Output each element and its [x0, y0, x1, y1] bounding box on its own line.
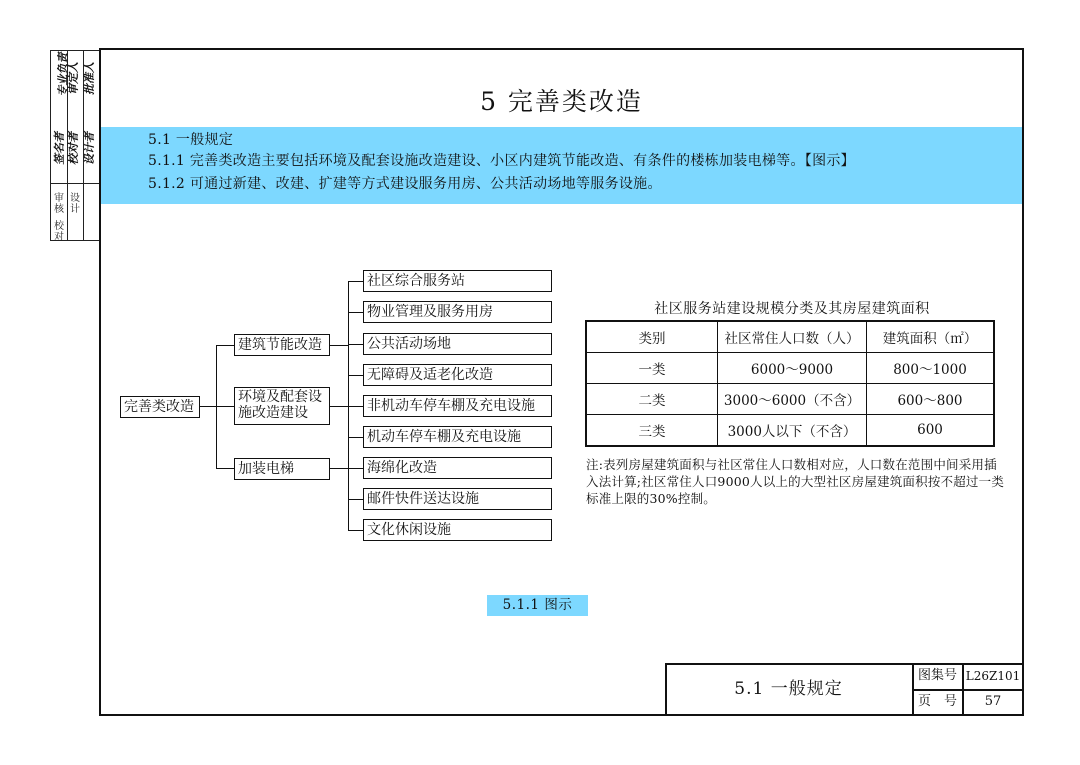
- tree-leaf: 社区综合服务站: [363, 270, 552, 292]
- role-reviewer-label: 审 核: [54, 193, 64, 215]
- table-cell: 二类: [586, 384, 718, 415]
- tree-leaf: 机动车停车棚及充电设施: [363, 426, 552, 448]
- tree-leaf: 邮件快件送达设施: [363, 488, 552, 510]
- rule-5-1-2: 5.1.2 可通过新建、改建、扩建等方式建设服务用房、公共活动场地等服务设施。: [148, 176, 662, 192]
- service-station-table: [585, 320, 995, 447]
- signature-mark: 专业负责: [56, 52, 70, 97]
- tree-root: 完善类改造: [120, 396, 200, 418]
- tree-leaf: 无障碍及适老化改造: [363, 364, 552, 386]
- signature-mark: 审定人: [67, 62, 80, 95]
- table-note: 注:表列房屋建筑面积与社区常住人口数相对应，人口数在范围中间采用插入法计算;社区常住人口9000人以上的大型社区房屋建筑面积按不超过一类标准上限的30%控制。: [586, 457, 1005, 506]
- tree-leaf: 文化休闲设施: [363, 519, 552, 541]
- tree-branch-environment: 环境及配套设 施改造建设: [234, 387, 330, 425]
- table-row: [586, 353, 994, 384]
- column-header: 类别: [586, 321, 718, 353]
- table-cell: 三类: [586, 415, 718, 447]
- column-header: 社区常住人口数（人）: [718, 321, 867, 353]
- rules-heading: 5.1 一般规定: [148, 132, 234, 148]
- signature-strip: [50, 50, 100, 241]
- rules-band: [101, 127, 1022, 204]
- table-cell: 一类: [586, 353, 718, 384]
- table-row: [586, 384, 994, 415]
- figure-caption: 5.1.1 图示: [487, 595, 588, 616]
- table-cell: 600～800: [867, 384, 995, 415]
- page-number-label: 页 号: [917, 694, 957, 709]
- table-row: [586, 415, 994, 447]
- table-cell: 6000～9000: [718, 353, 867, 384]
- signature-mark: 签名者: [53, 132, 66, 165]
- table-cell: 3000人以下（不含）: [718, 415, 867, 447]
- table-cell: 800～1000: [867, 353, 995, 384]
- tree-branch-elevator: 加装电梯: [234, 458, 330, 480]
- tree-leaf: 非机动车停车棚及充电设施: [363, 395, 552, 417]
- tree-leaf: 公共活动场地: [363, 333, 552, 355]
- title-block-section: 5.1 一般规定: [734, 679, 843, 699]
- table-cell: 3000～6000（不含）: [718, 384, 867, 415]
- table-title: 社区服务站建设规模分类及其房屋建筑面积: [654, 301, 930, 317]
- tree-branch-energy: 建筑节能改造: [234, 334, 330, 356]
- signature-mark: 校对者: [67, 132, 80, 165]
- tree-leaf: 物业管理及服务用房: [363, 301, 552, 323]
- table-cell: 600: [867, 415, 995, 447]
- column-header: 建筑面积（㎡）: [867, 321, 995, 353]
- rule-5-1-1: 5.1.1 完善类改造主要包括环境及配套设施改造建设、小区内建筑节能改造、有条件的楼栋加装电梯等。【图示】: [148, 153, 855, 169]
- role-designer-label: 设 计: [70, 193, 80, 215]
- atlas-number-label: 图集号: [917, 668, 957, 683]
- tree-leaf: 海绵化改造: [363, 457, 552, 479]
- atlas-number-value: L26Z101: [965, 669, 1021, 683]
- signature-mark: 设计者: [83, 132, 96, 165]
- page-number-value: 57: [984, 694, 1002, 709]
- signature-mark: 批准人: [83, 62, 96, 95]
- page-title: 5 完善类改造: [480, 87, 643, 116]
- table-header-row: [586, 321, 994, 353]
- role-checker-label: 校 对: [54, 221, 64, 243]
